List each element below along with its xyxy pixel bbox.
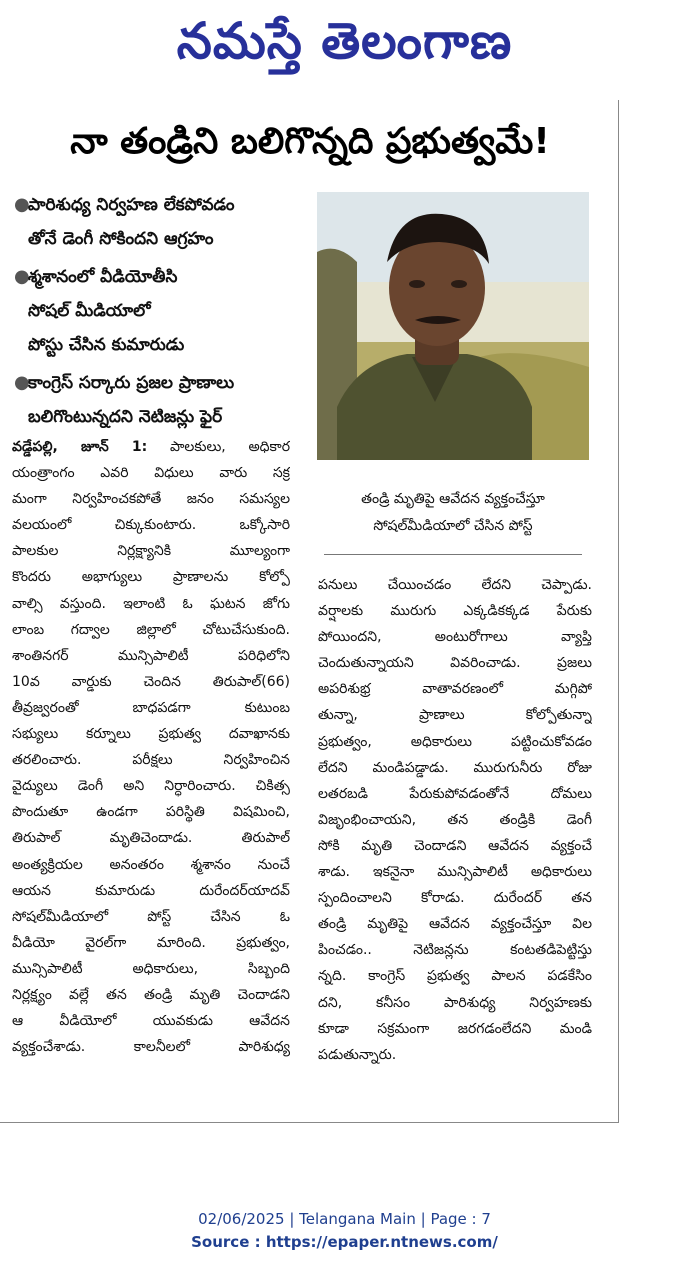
article-line: తీవ్రజ్వరంతో బాధపడగా కుటుంబ — [12, 699, 290, 716]
article-line: శాడు. ఇకనైనా మున్సిపాలిటీ అధికారులు — [318, 864, 592, 881]
page-footer — [0, 1208, 689, 1254]
caption-line: సోషల్‌మీడియాలో చేసిన పోస్ట్ — [373, 518, 533, 534]
photo-caption — [317, 486, 589, 540]
article-line: సోకి మృతి చెందాడని ఆవేదన వ్యక్తంచే — [318, 837, 592, 854]
article-line: కొందరు అభాగ్యులు ప్రాణాలను కోల్పో — [12, 569, 290, 586]
footer-source-link[interactable]: Source : https://epaper.ntnews.com/ — [191, 1233, 498, 1251]
bullet-dot-icon: ● — [14, 194, 30, 215]
article-line: యంత్రాంగం ఎవరి విధులు వారు సక్ర — [12, 465, 290, 482]
bullet-item — [14, 260, 304, 362]
bullet-line: బలిగొంటున్నదని నెటిజన్లు ఫైర్ — [28, 407, 223, 427]
article-line: సభ్యులు కర్నూలు ప్రభుత్వ దవాఖానకు — [12, 726, 290, 743]
article-line: లాంబ గద్వాల జిల్లాలో చోటుచేసుకుంది. — [12, 621, 290, 638]
bullet-line: పారిశుధ్య నిర్వహణ లేకపోవడం — [28, 195, 235, 215]
article-line: సోషల్‌మీడియాలో పోస్ట్ చేసిన ఓ — [12, 908, 290, 925]
caption-line: తండ్రి మృతిపై ఆవేదన వ్యక్తంచేస్తూ — [361, 491, 545, 507]
newspaper-masthead: నమస్తే తెలంగాణ — [176, 12, 513, 70]
article-line: కూడా సక్రమంగా జరగడంలేదని మండి — [318, 1020, 592, 1037]
article-line: ఆయన కుమారుడు దురేందర్‌యాదవ్ — [12, 882, 290, 899]
article-line: మున్సిపాలిటీ అధికారులు, సిబ్బంది — [12, 960, 290, 977]
bullet-line: శ్మశానంలో వీడియోతీసి — [28, 267, 178, 287]
caption-divider — [324, 554, 582, 555]
article-line: వీడియో వైరల్‌గా మారింది. ప్రభుత్వం, — [12, 934, 290, 951]
article-line: ప్రభుత్వం, అధికారులు పట్టించుకోవడం — [318, 733, 592, 750]
article-line: తండ్రి మృతిపై ఆవేదన వ్యక్తంచేస్తూ విల — [318, 916, 592, 933]
bullet-line: తోనే డెంగీ సోకిందని ఆగ్రహం — [28, 229, 214, 249]
article-line: పించడం.. నెటిజన్లను కంటతడిపెట్టిస్తు — [318, 942, 592, 959]
dateline: వడ్డేపల్లి, జూన్ 1: — [12, 439, 148, 455]
article-line: లేదని మండిపడ్డాడు. మురుగునీరు రోజు — [318, 759, 592, 776]
article-line: పనులు చేయించడం లేదని చెప్పాడు. — [318, 577, 592, 593]
news-clipping — [0, 100, 619, 1123]
article-line: వలయంలో చిక్కుకుంటారు. ఒక్కోసారి — [12, 517, 290, 534]
highlight-bullets — [14, 188, 304, 438]
article-column-left — [12, 434, 290, 1060]
article-line: పొందుతూ ఉండగా పరిస్థితి విషమించి, — [12, 804, 290, 821]
article-line: నిర్లక్ష్యం వల్లే తన తండ్రి మృతి చెందాడని — [12, 986, 290, 1003]
article-line: వ్యక్తంచేశాడు. కాలనీలలో పారిశుధ్య — [12, 1039, 290, 1056]
article-line: వడ్డేపల్లి, జూన్ 1: పాలకులు, అధికార — [12, 439, 290, 455]
article-line: శాంతినగర్ మున్సిపాలిటీ పరిధిలోని — [12, 647, 290, 664]
article-line: ఆ వీడియోలో యువకుడు ఆవేదన — [12, 1013, 290, 1030]
article-line: వైద్యులు డెంగీ అని నిర్ధారించారు. చికిత్స — [12, 778, 290, 795]
bullet-item — [14, 366, 304, 434]
man-portrait-icon — [317, 192, 589, 460]
article-line: పోయిందని, అంటురోగాలు వ్యాప్తి — [318, 629, 592, 646]
article-line: పాలకుల నిర్లక్ష్యానికి మూల్యంగా — [12, 543, 290, 560]
bullet-line: పోస్టు చేసిన కుమారుడు — [28, 335, 185, 355]
article-column-right — [318, 572, 592, 1068]
article-line: తరలించారు. పరీక్షలు నిర్వహించిన — [12, 752, 290, 769]
article-line: అంత్యక్రియల అనంతరం శ్మశానం నుంచే — [12, 856, 290, 873]
article-line: పడుతున్నారు. — [318, 1046, 397, 1063]
article-line: వాల్సి వస్తుంది. ఇలాంటి ఓ ఘటన జోగు — [12, 595, 290, 612]
article-line: తిరుపాల్ మృతిచెందాడు. తిరుపాల్ — [12, 830, 290, 847]
article-line: అపరిశుభ్ర వాతావరణంలో మగ్గిపో — [318, 681, 592, 698]
article-headline: నా తండ్రిని బలిగొన్నది ప్రభుత్వమే! — [70, 121, 550, 162]
article-line: తున్నా, ప్రాణాలు కోల్పోతున్నా — [318, 707, 592, 724]
bullet-dot-icon: ● — [14, 266, 30, 287]
bullet-dot-icon: ● — [14, 372, 30, 393]
article-line: లతరబడి పేరుకుపోవడంతోనే దోమలు — [318, 785, 592, 802]
article-line: న్నది. కాంగ్రెస్ ప్రభుత్వ పాలన పడకేసిం — [318, 968, 592, 985]
bullet-line: సోషల్ మీడియాలో — [28, 301, 151, 321]
article-photo — [317, 192, 589, 460]
article-line: మంగా నిర్వహించకపోతే జనం సమస్యల — [12, 491, 290, 508]
article-line: వర్షాలకు మురుగు ఎక్కడికక్కడ పేరుకు — [318, 603, 592, 620]
article-line: దని, కనీసం పారిశుధ్య నిర్వహణకు — [318, 994, 592, 1011]
footer-meta: 02/06/2025 | Telangana Main | Page : 7 — [198, 1210, 491, 1228]
article-line: చెందుతున్నాయని వివరించాడు. ప్రజలు — [318, 655, 592, 672]
bullet-item — [14, 188, 304, 256]
bullet-line: కాంగ్రెస్ సర్కారు ప్రజల ప్రాణాలు — [28, 373, 235, 393]
article-line: స్పందించాలని కోరాడు. దురేందర్ తన — [318, 890, 592, 907]
article-line: 10వ వార్డుకు చెందిన తిరుపాల్(66) — [12, 673, 290, 690]
article-line: విజృంభించాయని, తన తండ్రికి డెంగీ — [318, 811, 592, 828]
